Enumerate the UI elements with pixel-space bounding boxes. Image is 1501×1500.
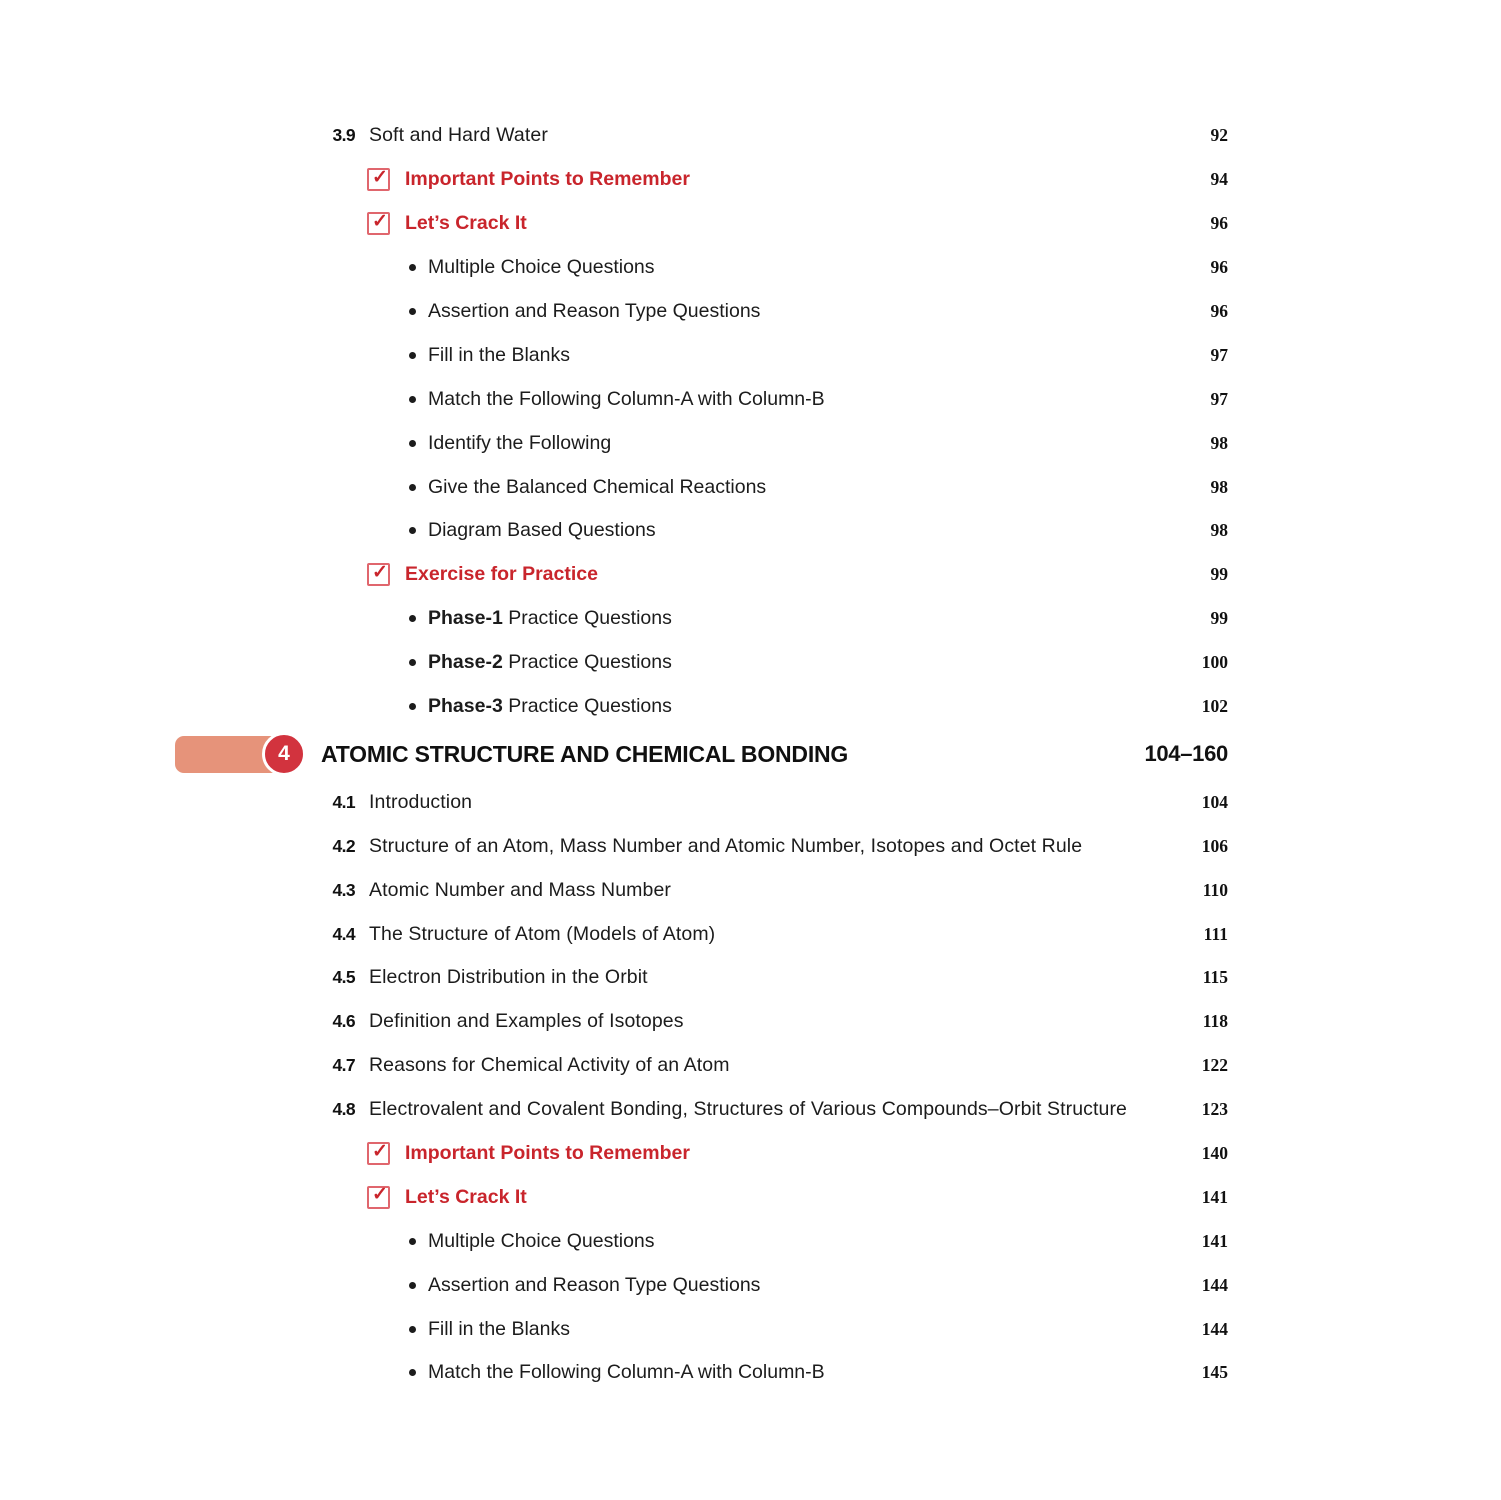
page-number: 98 xyxy=(1210,520,1228,541)
toc-row xyxy=(0,1307,1501,1351)
page-number: 144 xyxy=(1201,1274,1228,1295)
page-number: 92 xyxy=(1210,125,1228,146)
bullet-icon xyxy=(409,440,416,447)
toc-row xyxy=(0,290,1501,334)
toc-row xyxy=(0,1351,1501,1395)
page-number: 104 xyxy=(1201,791,1228,812)
bullet-item-label xyxy=(428,476,766,499)
check-mark-icon: ✓ xyxy=(372,561,388,583)
page-number: 123 xyxy=(1201,1099,1228,1120)
bullet-item-text: Match the Following Column-A with Column-B xyxy=(428,387,825,410)
bullet-item-text: Identify the Following xyxy=(428,431,612,454)
toc-row xyxy=(0,509,1501,553)
toc-row xyxy=(0,465,1501,509)
page-number: 96 xyxy=(1210,213,1228,234)
section-number: 4.4 xyxy=(332,923,355,944)
bullet-bold-prefix: Phase-2 xyxy=(428,651,503,674)
toc-row xyxy=(0,641,1501,685)
page-number: 141 xyxy=(1201,1186,1228,1207)
section-title: Soft and Hard Water xyxy=(369,124,548,147)
toc-row xyxy=(0,553,1501,597)
bullet-item-label xyxy=(428,344,570,367)
checkbox-icon xyxy=(367,212,390,235)
toc-row xyxy=(0,114,1501,158)
bullet-item-label xyxy=(428,1318,570,1341)
page-number: 99 xyxy=(1210,564,1228,585)
bullet-item-text: Fill in the Blanks xyxy=(428,343,570,366)
toc-row xyxy=(0,1000,1501,1044)
page-number: 94 xyxy=(1210,169,1228,190)
bullet-bold-prefix: Phase-3 xyxy=(428,695,503,718)
bullet-icon xyxy=(409,264,416,271)
bullet-icon xyxy=(409,1326,416,1333)
section-title: Electron Distribution in the Orbit xyxy=(369,966,648,989)
bullet-item-label xyxy=(428,695,672,718)
section-title: Structure of an Atom, Mass Number and Atomic Number, Isotopes and Octet Rule xyxy=(369,834,1083,857)
toc-row xyxy=(0,246,1501,290)
bullet-icon xyxy=(409,484,416,491)
toc-row xyxy=(0,1175,1501,1219)
checkbox-heading: Let’s Crack It xyxy=(405,212,527,235)
page-number: 111 xyxy=(1203,923,1228,944)
checkbox-heading: Let’s Crack It xyxy=(405,1185,527,1208)
bullet-item-text: Assertion and Reason Type Questions xyxy=(428,300,761,322)
toc-row xyxy=(0,1132,1501,1176)
page-number: 110 xyxy=(1202,879,1228,900)
bullet-item-label xyxy=(428,388,825,411)
toc-row xyxy=(0,912,1501,956)
toc-row xyxy=(0,824,1501,868)
bullet-icon xyxy=(409,1369,416,1376)
bullet-item-label xyxy=(428,607,672,630)
toc-row xyxy=(0,956,1501,1000)
bullet-item-label xyxy=(428,1361,825,1384)
bullet-item-text: Diagram Based Questions xyxy=(428,519,656,542)
bullet-item-label xyxy=(428,256,655,279)
page-number: 141 xyxy=(1201,1230,1228,1251)
checkbox-icon xyxy=(367,563,390,586)
bullet-item-label xyxy=(428,1230,655,1253)
section-title: The Structure of Atom (Models of Atom) xyxy=(369,922,716,945)
section-title: Introduction xyxy=(369,790,473,813)
bullet-icon xyxy=(409,1282,416,1289)
checkbox-heading: Important Points to Remember xyxy=(405,1142,690,1165)
toc-row xyxy=(0,1044,1501,1088)
bullet-item-text: Practice Questions xyxy=(502,651,672,674)
bullet-icon xyxy=(409,615,416,622)
bullet-bold-prefix: Phase-1 xyxy=(428,607,503,630)
section-number: 4.3 xyxy=(332,879,355,900)
section-number: 4.2 xyxy=(332,835,355,856)
bullet-item-label xyxy=(428,1274,760,1297)
bullet-icon xyxy=(409,308,416,315)
bullet-item-text: Multiple Choice Questions xyxy=(428,256,655,279)
toc-row xyxy=(0,421,1501,465)
toc-rows-container xyxy=(0,114,1501,1395)
page-number: 106 xyxy=(1201,835,1228,856)
toc-row xyxy=(0,1088,1501,1132)
toc-row xyxy=(0,868,1501,912)
check-mark-icon: ✓ xyxy=(372,166,388,188)
page-number: 118 xyxy=(1202,1011,1228,1032)
page-number: 100 xyxy=(1201,652,1228,673)
page-number: 122 xyxy=(1201,1055,1228,1076)
check-mark-icon: ✓ xyxy=(372,1140,388,1162)
section-title: Definition and Examples of Isotopes xyxy=(369,1010,684,1033)
toc-row xyxy=(0,685,1501,729)
section-number: 4.1 xyxy=(332,791,355,812)
bullet-item-text: Give the Balanced Chemical Reactions xyxy=(428,475,767,498)
chapter-title: ATOMIC STRUCTURE AND CHEMICAL BONDING xyxy=(321,740,849,767)
toc-row xyxy=(0,333,1501,377)
chapter-row xyxy=(0,728,1501,780)
page-number: 145 xyxy=(1201,1362,1228,1383)
bullet-item-text: Fill in the Blanks xyxy=(428,1317,570,1340)
bullet-item-text: Match the Following Column-A with Column-B xyxy=(428,1361,825,1384)
toc-row xyxy=(0,597,1501,641)
page-number: 97 xyxy=(1210,344,1228,365)
bullet-item-text: Practice Questions xyxy=(502,695,672,718)
section-title: Reasons for Chemical Activity of an Atom xyxy=(369,1054,730,1077)
bullet-icon xyxy=(409,1238,416,1245)
page-number: 96 xyxy=(1210,301,1228,321)
section-title: Atomic Number and Mass Number xyxy=(369,878,671,901)
page-number: 140 xyxy=(1201,1143,1228,1164)
check-mark-icon: ✓ xyxy=(372,210,388,232)
page-number: 115 xyxy=(1202,967,1228,988)
section-number: 4.6 xyxy=(332,1011,355,1032)
page-number: 96 xyxy=(1210,257,1228,278)
section-title: Electrovalent and Covalent Bonding, Structures of Various Compounds–Orbit Structure xyxy=(369,1098,1128,1121)
chapter-number-badge: 4 xyxy=(262,732,306,776)
checkbox-icon xyxy=(367,1142,390,1165)
bullet-icon xyxy=(409,527,416,534)
toc-row xyxy=(0,1263,1501,1307)
chapter-page-range: 104–160 xyxy=(1144,741,1228,767)
bullet-item-label xyxy=(428,519,656,542)
page-number: 102 xyxy=(1201,696,1228,717)
bullet-icon xyxy=(409,352,416,359)
page-number: 144 xyxy=(1201,1318,1228,1339)
page-number: 98 xyxy=(1210,476,1228,497)
toc-row xyxy=(0,377,1501,421)
bullet-item-label xyxy=(428,300,760,323)
bullet-icon xyxy=(409,396,416,403)
checkbox-icon xyxy=(367,168,390,191)
checkbox-icon xyxy=(367,1186,390,1209)
bullet-item-label xyxy=(428,432,611,455)
toc-row xyxy=(0,158,1501,202)
bullet-item-label xyxy=(428,651,672,674)
section-number: 4.5 xyxy=(332,967,355,988)
section-number: 4.7 xyxy=(332,1055,355,1076)
check-mark-icon: ✓ xyxy=(372,1184,388,1206)
checkbox-heading: Exercise for Practice xyxy=(405,563,598,586)
page-number: 99 xyxy=(1210,608,1228,629)
section-number: 3.9 xyxy=(332,125,355,146)
bullet-item-text: Multiple Choice Questions xyxy=(428,1229,655,1252)
bullet-item-text: Practice Questions xyxy=(502,607,672,630)
bullet-item-text: Assertion and Reason Type Questions xyxy=(428,1273,761,1296)
section-number: 4.8 xyxy=(332,1099,355,1120)
bullet-icon xyxy=(409,703,416,710)
page-number: 98 xyxy=(1210,432,1228,453)
toc-row xyxy=(0,202,1501,246)
checkbox-heading: Important Points to Remember xyxy=(405,168,690,191)
bullet-icon xyxy=(409,659,416,666)
toc-row xyxy=(0,1219,1501,1263)
toc-row xyxy=(0,780,1501,824)
page-number: 97 xyxy=(1210,388,1228,409)
